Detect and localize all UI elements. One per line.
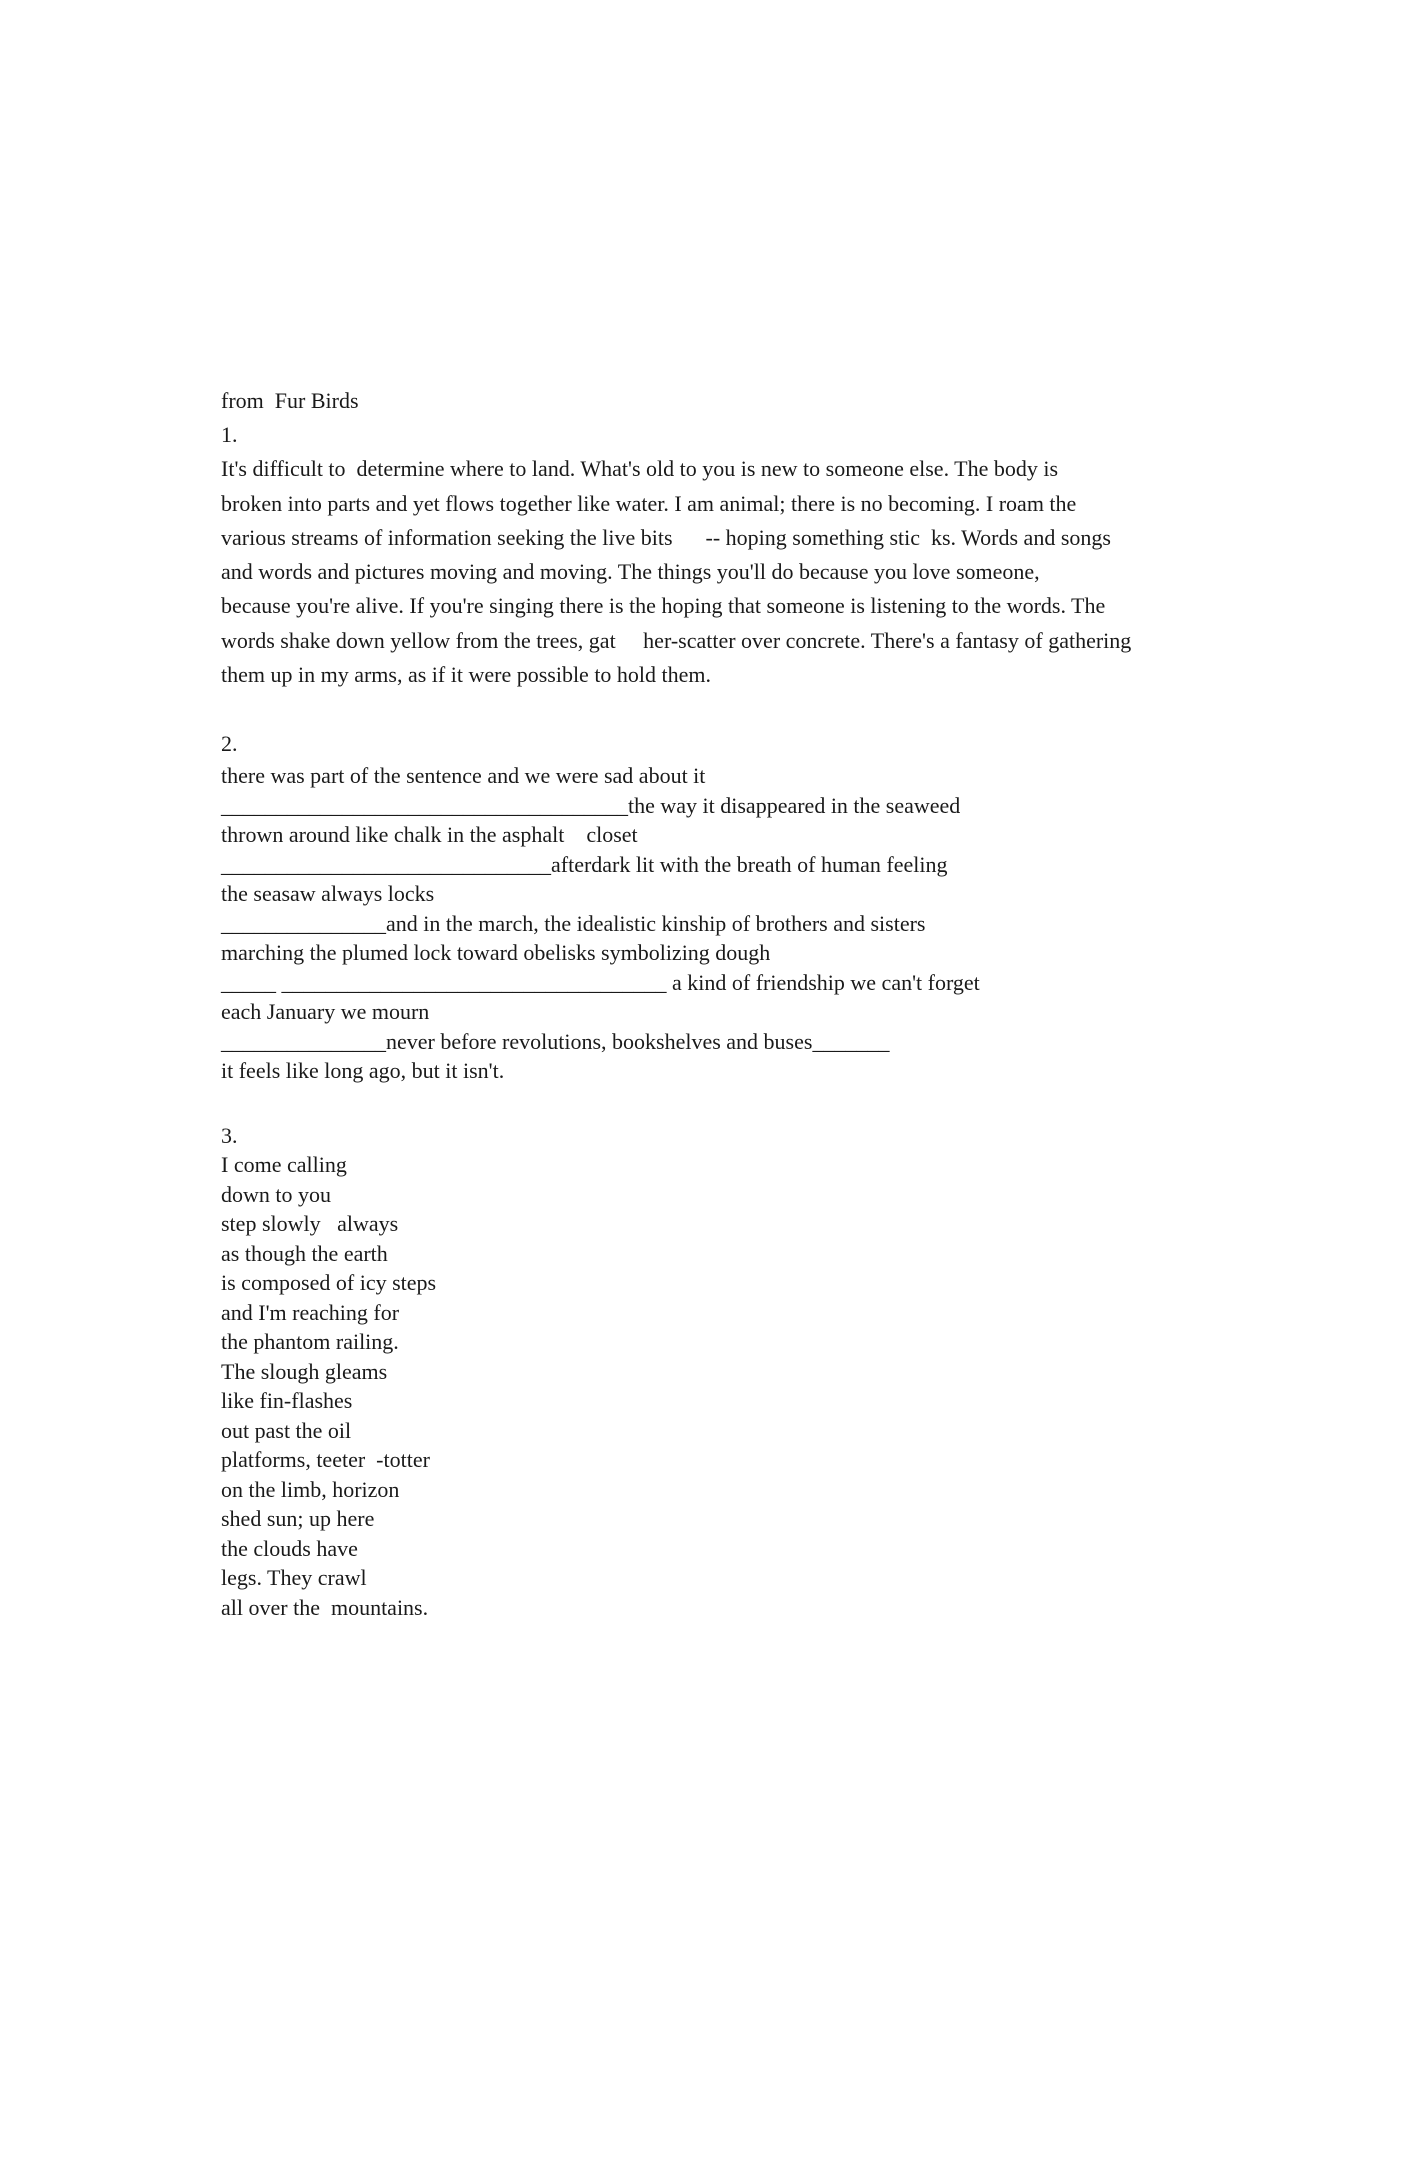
section-3-line: platforms, teeter -totter	[221, 1447, 430, 1473]
section-2-line: each January we mourn	[221, 999, 430, 1025]
poem-text-block	[221, 384, 1221, 1622]
section-1-line: because you're alive. If you're singing there is the hoping that someone is listening to the words. The	[221, 593, 1106, 619]
section-2-line: _______________and in the march, the idealistic kinship of brothers and sisters	[221, 910, 926, 936]
section-3-line: legs. They crawl	[221, 1565, 367, 1591]
section-3-line: on the limb, horizon	[221, 1476, 400, 1502]
section-3-line: and I'm reaching for	[221, 1299, 400, 1325]
section-2-line: thrown around like chalk in the asphalt closet	[221, 822, 638, 848]
section-2-line: marching the plumed lock toward obelisks symbolizing dough	[221, 940, 771, 966]
section-3-line: out past the oil	[221, 1417, 352, 1443]
section-3-line: the clouds have	[221, 1535, 358, 1561]
section-3-line: is composed of icy steps	[221, 1270, 437, 1296]
section-3-line: I come calling	[221, 1152, 347, 1178]
section-2-line: _____ ___________________________________ a kind of friendship we can't forget	[221, 969, 980, 995]
section-2-number: 2.	[221, 731, 238, 757]
section-1-line: It's difficult to determine where to land. What's old to you is new to someone else. The body is	[221, 456, 1059, 482]
section-3-line: the phantom railing.	[221, 1329, 399, 1355]
section-2-line: ______________________________afterdark lit with the breath of human feeling	[221, 851, 948, 877]
section-2-line: _____________________________________the way it disappeared in the seaweed	[221, 792, 961, 818]
section-3-line: step slowly always	[221, 1211, 399, 1237]
stanza-gap	[221, 692, 1221, 727]
section-1-line: and words and pictures moving and moving. The things you'll do because you love someone,	[221, 559, 1040, 585]
stanza-gap	[221, 1086, 1221, 1121]
section-3-line: shed sun; up here	[221, 1506, 375, 1532]
section-1-line: various streams of information seeking the live bits -- hoping something stic ks. Words and songs	[221, 524, 1111, 550]
section-3	[221, 1121, 1221, 1623]
poem-title: from Fur Birds	[221, 388, 359, 413]
section-2-line: there was part of the sentence and we were sad about it	[221, 763, 706, 789]
section-2-line: the seasaw always locks	[221, 881, 435, 907]
section-3-line: The slough gleams	[221, 1358, 388, 1384]
section-3-number: 3.	[221, 1122, 238, 1148]
section-1	[221, 418, 1221, 692]
section-1-line: them up in my arms, as if it were possible to hold them.	[221, 662, 712, 688]
section-3-line: as though the earth	[221, 1240, 388, 1266]
section-2	[221, 727, 1221, 1086]
section-3-line: all over the mountains.	[221, 1594, 429, 1620]
section-1-number: 1.	[221, 422, 238, 447]
section-2-line: _______________never before revolutions, bookshelves and buses_______	[221, 1028, 890, 1054]
section-1-line: broken into parts and yet flows together like water. I am animal; there is no becoming. I roam the	[221, 490, 1077, 516]
section-3-line: like fin-flashes	[221, 1388, 353, 1414]
section-1-line: words shake down yellow from the trees, gat her-scatter over concrete. There's a fantasy of gathering	[221, 627, 1132, 653]
section-2-line: it feels like long ago, but it isn't.	[221, 1058, 505, 1084]
section-3-line: down to you	[221, 1181, 331, 1207]
